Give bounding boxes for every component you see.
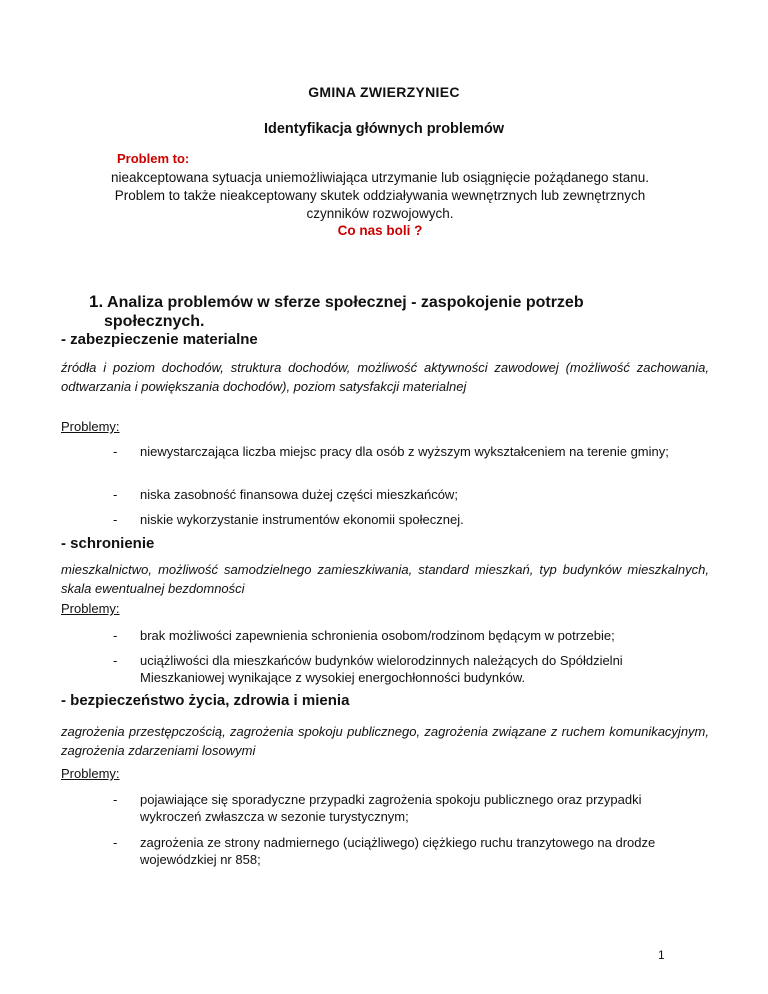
list-item (113, 834, 673, 868)
problem-definition-label: Problem to: (117, 151, 190, 166)
list-item (113, 652, 673, 686)
list-dash: - (113, 792, 118, 807)
subsection-desc-safety: zagrożenia przestępczością, zagrożenia spokoju publicznego, zagrożenia związane z ruchem komunikacyjnym, zagrożenia zdarzeniami losowymi (61, 724, 709, 758)
section-title-line1: Analiza problemów w sferze społecznej - zaspokojenie potrzeb (107, 294, 584, 311)
document-subtitle: Identyfikacja głównych problemów (263, 121, 505, 137)
subsection-title-shelter: - schronienie (61, 535, 155, 552)
list-dash: - (113, 835, 118, 850)
list-item (113, 627, 673, 644)
problem-definition-line2: Problem to także nieakceptowany skutek oddziaływania wewnętrznych lub zewnętrznych czynników rozwojowych. (114, 187, 646, 221)
list-dash: - (113, 512, 118, 527)
list-item-text: brak możliwości zapewnienia schronienia osobom/rodzinom będącym w potrzebie; (140, 628, 615, 643)
list-item-text: uciążliwości dla mieszkańców budynków wielorodzinnych należących do Spółdzielni Mieszkaniowej wynikające z wysokiej energochłonności budynków. (140, 653, 623, 685)
list-item-text: pojawiające się sporadyczne przypadki zagrożenia spokoju publicznego oraz przypadki wykroczeń zwłaszcza w sezonie turystycznym; (140, 792, 642, 824)
problem-definition-line1: nieakceptowana sytuacja uniemożliwiająca utrzymanie lub osiągnięcie pożądanego stanu. (110, 170, 650, 185)
section-number: 1. (89, 292, 104, 311)
list-item (113, 443, 673, 460)
subsection-title-safety: - bezpieczeństwo życia, zdrowia i mienia (61, 692, 350, 709)
list-item-text: niskie wykorzystanie instrumentów ekonomii społecznej. (140, 512, 464, 527)
list-dash: - (113, 628, 118, 643)
list-dash: - (113, 487, 118, 502)
list-dash: - (113, 653, 118, 668)
section-heading-1 (89, 292, 709, 331)
problem-question: Co nas boli ? (337, 223, 423, 239)
problems-label: Problemy: (61, 601, 120, 616)
list-item (113, 511, 673, 528)
subsection-title-material: - zabezpieczenie materialne (61, 331, 258, 348)
municipality-title: GMINA ZWIERZYNIEC (308, 84, 460, 100)
section-title-line2: społecznych. (104, 313, 205, 330)
page-number: 1 (658, 948, 665, 962)
subsection-desc-material: źródła i poziom dochodów, struktura dochodów, możliwość aktywności zawodowej (możliwość zachowania, odtwarzania i powiększania dochodów), poziom satysfakcji materialnej (61, 360, 709, 394)
list-dash: - (113, 444, 118, 459)
problems-label: Problemy: (61, 766, 120, 781)
problem-definition (110, 169, 650, 240)
list-item-text: niewystarczająca liczba miejsc pracy dla osób z wyższym wykształceniem na terenie gminy; (140, 444, 669, 459)
list-item (113, 486, 673, 503)
list-item-text: niska zasobność finansowa dużej części mieszkańców; (140, 487, 458, 502)
subsection-desc-shelter: mieszkalnictwo, możliwość samodzielnego zamieszkiwania, standard mieszkań, typ budynków mieszkalnych, skala ewentualnej bezdomności (61, 562, 709, 596)
list-item (113, 791, 673, 825)
list-item-text: zagrożenia ze strony nadmiernego (uciążliwego) ciężkiego ruchu tranzytowego na drodze wojewódzkiej nr 858; (140, 835, 656, 867)
problems-label: Problemy: (61, 419, 120, 434)
